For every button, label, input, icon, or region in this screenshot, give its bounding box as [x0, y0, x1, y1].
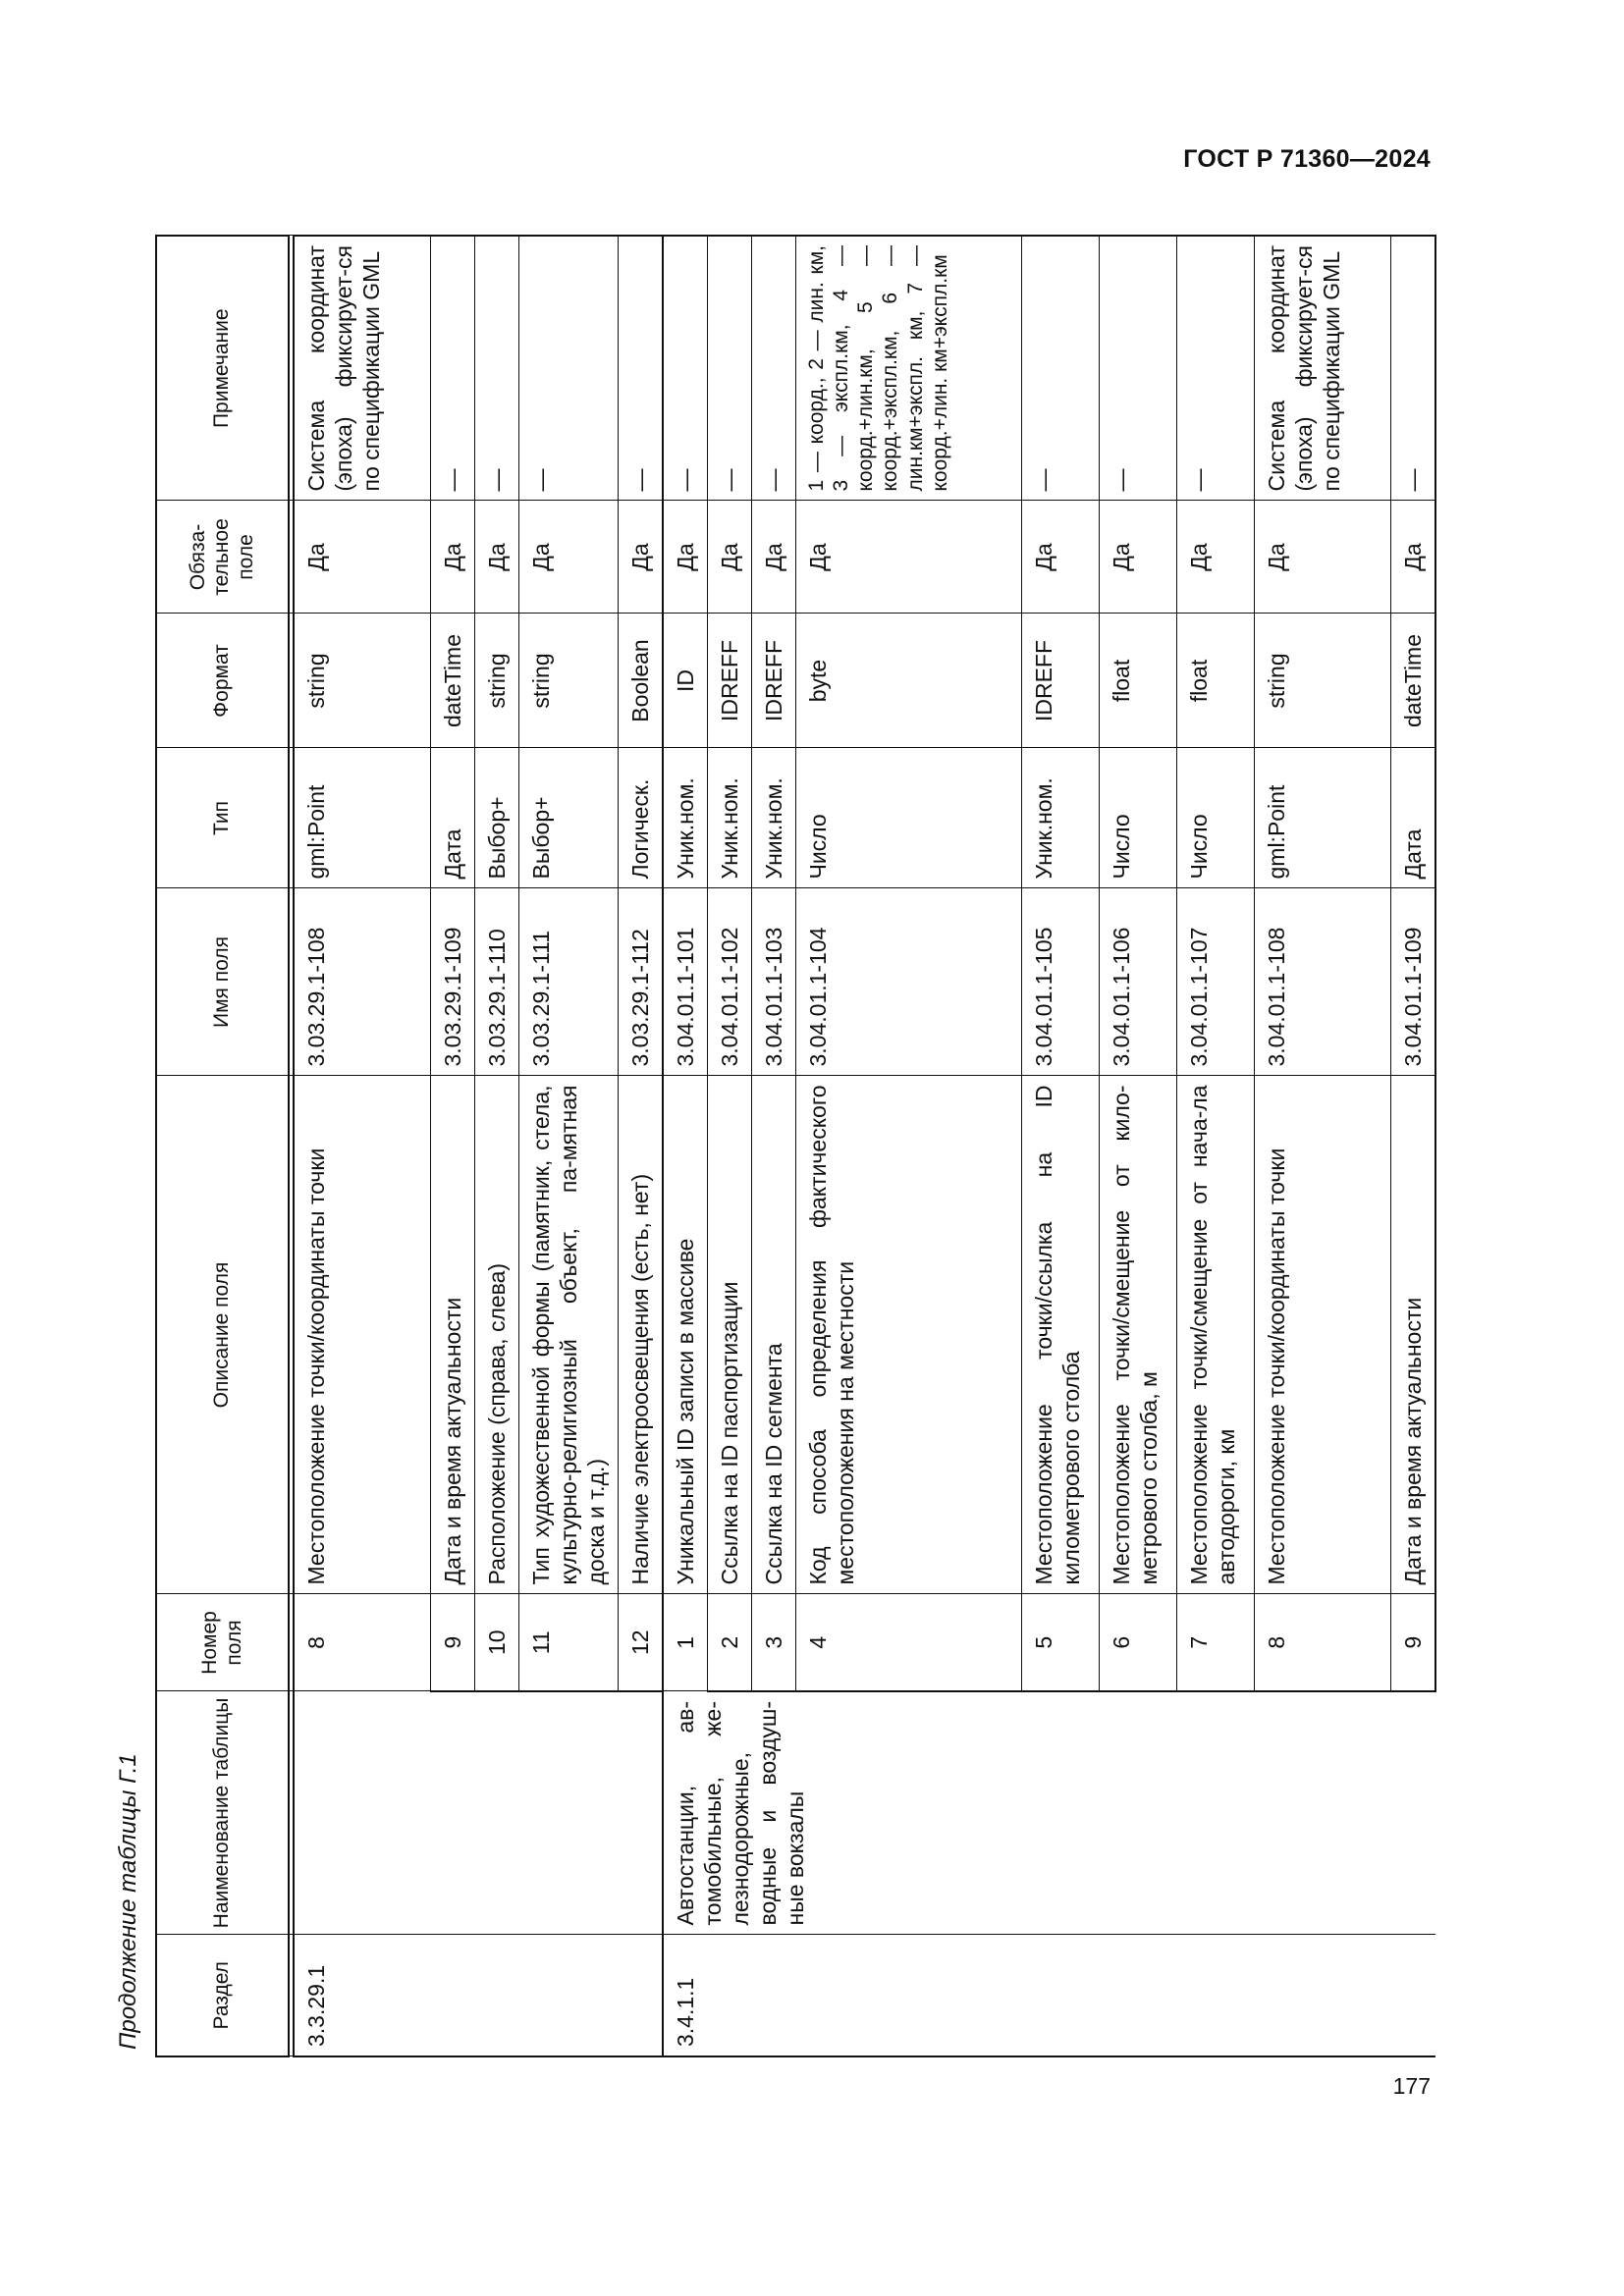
field-required-cell: Да	[663, 501, 708, 614]
field-description-cell: Ссылка на ID сегмента	[751, 1076, 795, 1594]
table-name-cell	[294, 1691, 663, 1935]
col-header-field-name: Имя поля	[156, 888, 289, 1076]
field-description-cell: Дата и время актуальности	[430, 1076, 474, 1594]
field-number-cell: 11	[518, 1594, 618, 1691]
field-number-cell: 9	[1390, 1594, 1435, 1691]
field-number-cell: 5	[1021, 1594, 1099, 1691]
field-note-cell: —	[618, 236, 663, 501]
table-caption: Продолжение таблицы Г.1	[115, 1753, 141, 2050]
field-type-cell: gml:Point	[294, 748, 430, 888]
field-type-cell: Число	[1099, 748, 1176, 888]
field-type-cell: Число	[1176, 748, 1254, 888]
field-note-cell: —	[1021, 236, 1099, 501]
col-header-table-name: Наименование таблицы	[156, 1691, 289, 1935]
field-note-cell: Система координат (эпоха) фиксирует-ся по спецификации GML	[294, 236, 430, 501]
table-body	[294, 236, 1435, 2056]
col-header-type: Тип	[156, 748, 289, 888]
field-number-cell: 8	[1254, 1594, 1390, 1691]
field-note-cell: —	[1176, 236, 1254, 501]
field-description-cell: Дата и время актуальности	[1390, 1076, 1435, 1594]
field-description-cell: Уникальный ID записи в массиве	[663, 1076, 708, 1594]
field-type-cell: Выбор+	[518, 748, 618, 888]
field-description-cell: Расположение (справа, слева)	[474, 1076, 518, 1594]
field-type-cell: Уник.ном.	[663, 748, 708, 888]
col-header-required: Обяза-тельное поле	[156, 501, 289, 614]
field-description-cell: Местоположение точки/смещение от кило-метрового столба, м	[1099, 1076, 1176, 1594]
field-number-cell: 10	[474, 1594, 518, 1691]
field-format-cell: IDREFF	[707, 614, 751, 748]
field-name-cell: 3.03.29.1-112	[618, 888, 663, 1076]
field-number-cell: 12	[618, 1594, 663, 1691]
field-format-cell: IDREFF	[751, 614, 795, 748]
field-required-cell: Да	[1254, 501, 1390, 614]
field-required-cell: Да	[1099, 501, 1176, 614]
field-type-cell: Выбор+	[474, 748, 518, 888]
field-format-cell: dateTime	[430, 614, 474, 748]
field-type-cell: Дата	[1390, 748, 1435, 888]
section-cell: 3.4.1.1	[663, 1935, 1435, 2056]
field-note-cell: —	[751, 236, 795, 501]
rotated-table-area	[109, 237, 1426, 2057]
field-required-cell: Да	[1390, 501, 1435, 614]
field-number-cell: 1	[663, 1594, 708, 1691]
field-required-cell: Да	[430, 501, 474, 614]
field-name-cell: 3.04.01.1-103	[751, 888, 795, 1076]
field-type-cell: Число	[795, 748, 1021, 888]
field-type-cell: Уник.ном.	[1021, 748, 1099, 888]
field-note-cell: Система координат (эпоха) фиксирует-ся по спецификации GML	[1254, 236, 1390, 501]
field-note-cell: —	[663, 236, 708, 501]
field-number-cell: 4	[795, 1594, 1021, 1691]
field-name-cell: 3.04.01.1-101	[663, 888, 708, 1076]
field-type-cell: Уник.ном.	[707, 748, 751, 888]
field-number-cell: 7	[1176, 1594, 1254, 1691]
fields-table	[155, 235, 1436, 2057]
field-note-cell: —	[430, 236, 474, 501]
field-type-cell: Дата	[430, 748, 474, 888]
field-required-cell: Да	[1021, 501, 1099, 614]
field-format-cell: string	[294, 614, 430, 748]
section-cell: 3.3.29.1	[294, 1935, 663, 2056]
field-format-cell: IDREFF	[1021, 614, 1099, 748]
field-name-cell: 3.03.29.1-109	[430, 888, 474, 1076]
field-number-cell: 3	[751, 1594, 795, 1691]
field-type-cell: Уник.ном.	[751, 748, 795, 888]
field-name-cell: 3.04.01.1-102	[707, 888, 751, 1076]
field-required-cell: Да	[707, 501, 751, 614]
field-name-cell: 3.03.29.1-111	[518, 888, 618, 1076]
field-description-cell: Ссылка на ID паспортизации	[707, 1076, 751, 1594]
field-required-cell: Да	[795, 501, 1021, 614]
table-header-row	[156, 236, 289, 2056]
field-number-cell: 9	[430, 1594, 474, 1691]
field-number-cell: 2	[707, 1594, 751, 1691]
field-name-cell: 3.04.01.1-105	[1021, 888, 1099, 1076]
field-format-cell: float	[1176, 614, 1254, 748]
field-description-cell: Код способа определения фактического местоположения на местности	[795, 1076, 1021, 1594]
field-required-cell: Да	[618, 501, 663, 614]
field-description-cell: Тип художественной формы (памятник, стела, культурно-религиозный объект, па-мятная доска и т.д.)	[518, 1076, 618, 1594]
col-header-format: Формат	[156, 614, 289, 748]
field-required-cell: Да	[1176, 501, 1254, 614]
field-format-cell: Boolean	[618, 614, 663, 748]
field-format-cell: string	[1254, 614, 1390, 748]
field-description-cell: Местоположение точки/ссылка на ID километрового столба	[1021, 1076, 1099, 1594]
table-row	[663, 236, 708, 2056]
field-note-cell: —	[1099, 236, 1176, 501]
field-note-cell: —	[518, 236, 618, 501]
document-header: ГОСТ Р 71360—2024	[1183, 145, 1431, 173]
field-required-cell: Да	[518, 501, 618, 614]
field-type-cell: Логическ.	[618, 748, 663, 888]
field-required-cell: Да	[474, 501, 518, 614]
field-name-cell: 3.04.01.1-107	[1176, 888, 1254, 1076]
field-name-cell: 3.04.01.1-106	[1099, 888, 1176, 1076]
field-description-cell: Наличие электроосвещения (есть, нет)	[618, 1076, 663, 1594]
field-note-cell: 1 — коорд., 2 — лин. км, 3 — экспл.км, 4 — коорд.+лин.км, 5 — коорд.+экспл.км, 6 — лин.км+экспл. км, 7 — коорд.+лин. км+экспл.км	[795, 236, 1021, 501]
field-required-cell: Да	[294, 501, 430, 614]
field-format-cell: dateTime	[1390, 614, 1435, 748]
col-header-field-description: Описание поля	[156, 1076, 289, 1594]
field-format-cell: string	[474, 614, 518, 748]
field-name-cell: 3.03.29.1-110	[474, 888, 518, 1076]
field-number-cell: 8	[294, 1594, 430, 1691]
field-type-cell: gml:Point	[1254, 748, 1390, 888]
col-header-section: Раздел	[156, 1935, 289, 2056]
field-format-cell: byte	[795, 614, 1021, 748]
field-note-cell: —	[474, 236, 518, 501]
field-format-cell: ID	[663, 614, 708, 748]
col-header-note: Примечание	[156, 236, 289, 501]
field-name-cell: 3.04.01.1-104	[795, 888, 1021, 1076]
field-name-cell: 3.04.01.1-109	[1390, 888, 1435, 1076]
field-number-cell: 6	[1099, 1594, 1176, 1691]
field-required-cell: Да	[751, 501, 795, 614]
field-description-cell: Местоположение точки/смещение от нача-ла автодороги, км	[1176, 1076, 1254, 1594]
field-description-cell: Местоположение точки/координаты точки	[1254, 1076, 1390, 1594]
field-note-cell: —	[1390, 236, 1435, 501]
col-header-field-number: Номер поля	[156, 1594, 289, 1691]
field-name-cell: 3.04.01.1-108	[1254, 888, 1390, 1076]
table-row	[294, 236, 430, 2056]
table-name-cell: Автостанции, ав-томобильные, же-лезнодорожные, водные и воздуш-ные вокзалы	[663, 1691, 1435, 1935]
field-description-cell: Местоположение точки/координаты точки	[294, 1076, 430, 1594]
field-note-cell: —	[707, 236, 751, 501]
field-name-cell: 3.03.29.1-108	[294, 888, 430, 1076]
field-format-cell: string	[518, 614, 618, 748]
field-format-cell: float	[1099, 614, 1176, 748]
page-number: 177	[1392, 2073, 1431, 2099]
